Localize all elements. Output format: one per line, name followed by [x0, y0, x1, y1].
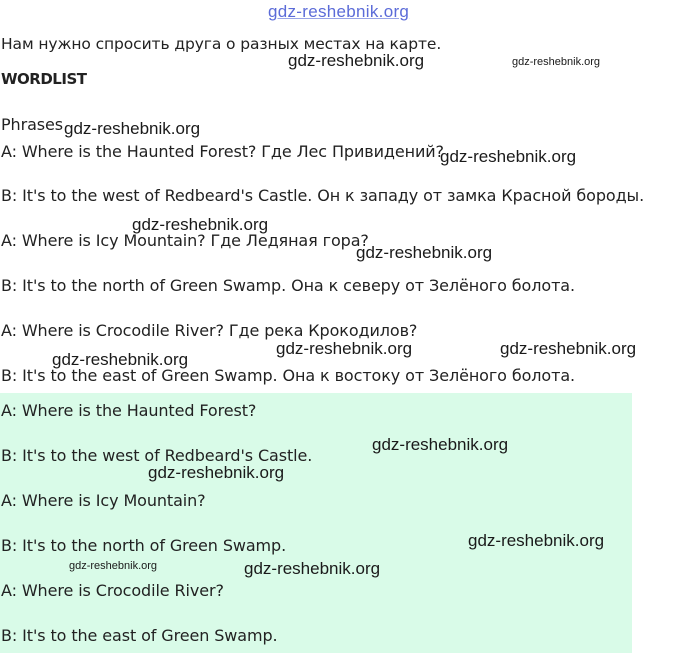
answer-line: A: Where is Icy Mountain?: [1, 491, 206, 510]
watermark: gdz-reshebnik.org: [268, 2, 410, 21]
wordlist-heading: WORDLIST: [1, 70, 87, 88]
watermark: gdz-reshebnik.org: [512, 56, 601, 68]
watermark: gdz-reshebnik.org: [372, 435, 509, 454]
watermark: gdz-reshebnik.org: [276, 339, 413, 358]
phrases-label: Phrases: [1, 115, 63, 134]
answer-line: A: Where is the Haunted Forest?: [1, 401, 257, 420]
dialogue-line: B: It's to the east of Green Swamp. Она к востоку от Зелёного болота.: [1, 366, 576, 385]
answer-line: B: It's to the east of Green Swamp.: [1, 626, 278, 645]
watermark: gdz-reshebnik.org: [64, 119, 201, 138]
watermark: gdz-reshebnik.org: [500, 339, 637, 358]
answer-box: [0, 393, 632, 653]
watermark: gdz-reshebnik.org: [440, 147, 577, 166]
watermark: gdz-reshebnik.org: [288, 51, 425, 70]
watermark: gdz-reshebnik.org: [244, 559, 381, 578]
answer-line: B: It's to the west of Redbeard's Castle.: [1, 446, 313, 465]
watermark: gdz-reshebnik.org: [356, 243, 493, 262]
dialogue-line: A: Where is the Haunted Forest? Где Лес Привидений?: [1, 142, 444, 161]
watermark: gdz-reshebnik.org: [52, 350, 189, 369]
answer-line: A: Where is Crocodile River?: [1, 581, 224, 600]
dialogue-line: A: Where is Crocodile River? Где река Крокодилов?: [1, 321, 418, 340]
dialogue-line: A: Where is Icy Mountain? Где Ледяная гора?: [1, 231, 369, 250]
watermark: gdz-reshebnik.org: [69, 560, 158, 572]
answer-line: B: It's to the north of Green Swamp.: [1, 536, 287, 555]
intro-text: Нам нужно спросить друга о разных местах на карте.: [1, 35, 442, 53]
dialogue-line: B: It's to the north of Green Swamp. Она к северу от Зелёного болота.: [1, 276, 575, 295]
watermark: gdz-reshebnik.org: [468, 531, 605, 550]
watermark: gdz-reshebnik.org: [132, 215, 269, 234]
dialogue-line: B: It's to the west of Redbeard's Castle. Он к западу от замка Красной бороды.: [1, 186, 645, 205]
watermark: gdz-reshebnik.org: [148, 463, 285, 482]
